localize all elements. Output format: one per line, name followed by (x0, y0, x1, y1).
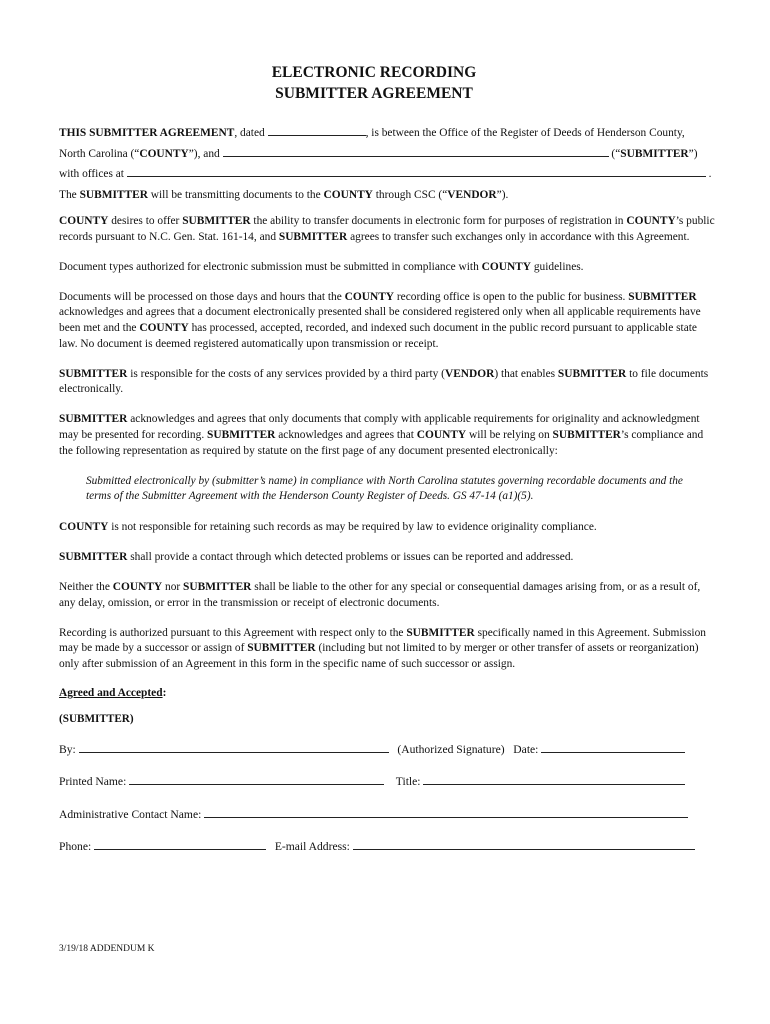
p3-text-d: has processed, accepted, recorded, and indexed such document in the public record pursuant to applicable state law. No document is deemed registered automatically upon transmission or receipt. (59, 321, 697, 350)
representation-quote: Submitted electronically by (submitter’s name) in compliance with North Carolina statutes governing recordable documents and the terms of the Submitter Agreement with the Henderson County Register of Deeds. GS 47-14 (a1)(5). (86, 474, 683, 503)
paragraph-county-offer (59, 214, 715, 245)
admin-contact-row (59, 806, 715, 823)
submitter-heading: (SUBMITTER) (59, 712, 134, 725)
submitter-term: SUBMITTER (628, 290, 697, 303)
p4-text-b: ) that enables (494, 367, 558, 380)
county-term: COUNTY (626, 215, 676, 227)
vendor-term: VENDOR (447, 188, 497, 201)
phone-field[interactable] (94, 838, 266, 850)
authorized-signature-label: (Authorized Signature) (397, 742, 505, 756)
p9-text-c: (including but not limited to by merger or other transfer of assets or reorganization) only after submission of an Agreement in this form in the specific name of such successor or assign. (59, 642, 699, 670)
title-field[interactable] (423, 773, 685, 785)
county-term: COUNTY (416, 428, 467, 441)
intro-agreement-label: THIS SUBMITTER AGREEMENT (59, 127, 235, 139)
printed-name-label: Printed Name: (59, 775, 127, 789)
printed-name-row (59, 773, 715, 790)
paragraph-contact (59, 550, 715, 566)
signature-row (59, 741, 715, 758)
admin-contact-label: Administrative Contact Name: (59, 807, 202, 821)
p1-text-c: ’s public records pursuant to N.C. Gen. Stat. 161-14, and (59, 215, 715, 243)
admin-contact-field[interactable] (204, 806, 688, 818)
p4-text-a: is responsible for the costs of any services provided by a third party ( (127, 367, 445, 380)
footer-addendum: 3/19/18 ADDENDUM K (59, 944, 155, 954)
nc-text: North Carolina (“ (59, 147, 140, 160)
p6-text: is not responsible for retaining such records as may be required by law to evidence originality compliance. (108, 520, 597, 533)
agreed-colon: : (162, 686, 167, 699)
p1-text-a: desires to offer (108, 215, 183, 227)
office-address-blank[interactable] (127, 165, 706, 177)
offices-period: . (708, 168, 712, 180)
p4-text-c: to file documents electronically. (59, 367, 709, 396)
agreed-label: Agreed and Accepted (59, 686, 163, 699)
email-label: E-mail Address: (274, 840, 350, 854)
transmit-text: will be transmitting documents to the (147, 188, 324, 201)
p7-text: shall provide a contact through which detected problems or issues can be reported and addressed. (127, 550, 574, 563)
phone-label: Phone: (59, 840, 92, 854)
document-title (33, 62, 715, 104)
date-field[interactable] (541, 741, 685, 753)
phone-email-row (59, 838, 715, 855)
county-term: COUNTY (139, 321, 189, 334)
submitter-name-blank[interactable] (223, 145, 609, 157)
title-line-2: SUBMITTER AGREEMENT (275, 85, 473, 102)
county-term: COUNTY (344, 290, 395, 303)
p5-text-d: ’s compliance and the following representation as required by statute on the first page of any document presented electronically: (59, 428, 704, 457)
submitter-term: SUBMITTER (247, 642, 316, 655)
paragraph-costs (59, 367, 715, 398)
offices-text: with offices at (59, 168, 124, 180)
submitter-term: SUBMITTER (620, 147, 689, 160)
p8-text-c: shall be liable to the other for any special or consequential damages arising from, or as a result of, any delay, omission, or error in the transmission or receipt of electronic documents. (59, 581, 701, 609)
submitter-term: SUBMITTER (278, 230, 348, 243)
p3-text-c: acknowledges and agrees that a document electronically presented shall be considered registered only when all applicable requirements have been met and the (59, 306, 701, 334)
p1-text-d: agrees to transfer such exchanges only in accordance with this Agreement. (347, 230, 690, 243)
submitter-term: SUBMITTER (557, 367, 627, 380)
submitter-open: (“ (608, 147, 621, 160)
p8-text-a: Neither the (59, 581, 113, 593)
p2-text-b: guidelines. (531, 260, 584, 273)
vendor-term: VENDOR (444, 367, 495, 380)
submitter-term: SUBMITTER (79, 188, 148, 201)
email-field[interactable] (353, 838, 695, 850)
date-label: Date: (513, 742, 539, 756)
by-label: By: (59, 742, 76, 756)
county-term: COUNTY (112, 581, 163, 593)
vendor-close: ”). (496, 188, 509, 201)
p3-text-b: recording office is open to the public for business. (394, 290, 629, 303)
county-term: COUNTY (59, 520, 109, 533)
paragraph-authorization (59, 626, 715, 673)
county-term: COUNTY (139, 147, 189, 160)
p9-text-b: specifically named in this Agreement. Submission may be made by a successor or assign of (59, 626, 706, 655)
paragraph-records (59, 520, 715, 536)
p2-text-a: Document types authorized for electronic submission must be submitted in compliance with (59, 260, 482, 273)
county-term: COUNTY (481, 260, 532, 273)
submitter-term: SUBMITTER (183, 581, 252, 593)
p8-text-b: nor (162, 581, 184, 593)
printed-name-field[interactable] (129, 773, 384, 785)
title-line-1: ELECTRONIC RECORDING (271, 64, 477, 81)
p5-text-a: acknowledges and agrees that only documents that comply with applicable requirements for originality and acknowledgment may be presented for recording. (59, 413, 700, 441)
dated-text: , dated (234, 127, 265, 139)
paragraph-processing (59, 290, 715, 352)
county-term: COUNTY (59, 215, 109, 227)
agreed-accepted-heading (59, 687, 715, 699)
county-term: COUNTY (323, 188, 373, 201)
the-text: The (59, 188, 80, 201)
intro-paragraph (59, 123, 715, 205)
submitter-term: SUBMITTER (59, 367, 128, 380)
paragraph-liability (59, 580, 715, 611)
signature-field[interactable] (79, 741, 389, 753)
submitter-term: SUBMITTER (406, 626, 475, 639)
submitter-close: ”) (688, 147, 698, 160)
agreement-document (59, 62, 715, 871)
submitter-term: SUBMITTER (59, 550, 128, 563)
and-text: ”), and (188, 147, 220, 160)
submitter-term: SUBMITTER (552, 428, 621, 441)
p5-text-b: acknowledges and agrees that (275, 428, 417, 441)
submitter-term: SUBMITTER (207, 428, 276, 441)
submitter-term: SUBMITTER (182, 215, 251, 227)
paragraph-compliance (59, 412, 715, 459)
date-blank[interactable] (268, 124, 366, 136)
p5-text-c: will be relying on (466, 428, 553, 441)
p1-text-b: the ability to transfer documents in electronic form for purposes of registration in (250, 215, 627, 227)
p9-text-a: Recording is authorized pursuant to this Agreement with respect only to the (59, 626, 407, 639)
title-label: Title: (395, 775, 421, 789)
p3-text-a: Documents will be processed on those days and hours that the (59, 290, 345, 303)
through-text: through CSC (“ (372, 188, 448, 201)
submitter-term: SUBMITTER (59, 413, 128, 426)
between-text: , is between the Office of the Register of Deeds of Henderson County, (365, 127, 685, 139)
paragraph-document-types (59, 260, 715, 276)
